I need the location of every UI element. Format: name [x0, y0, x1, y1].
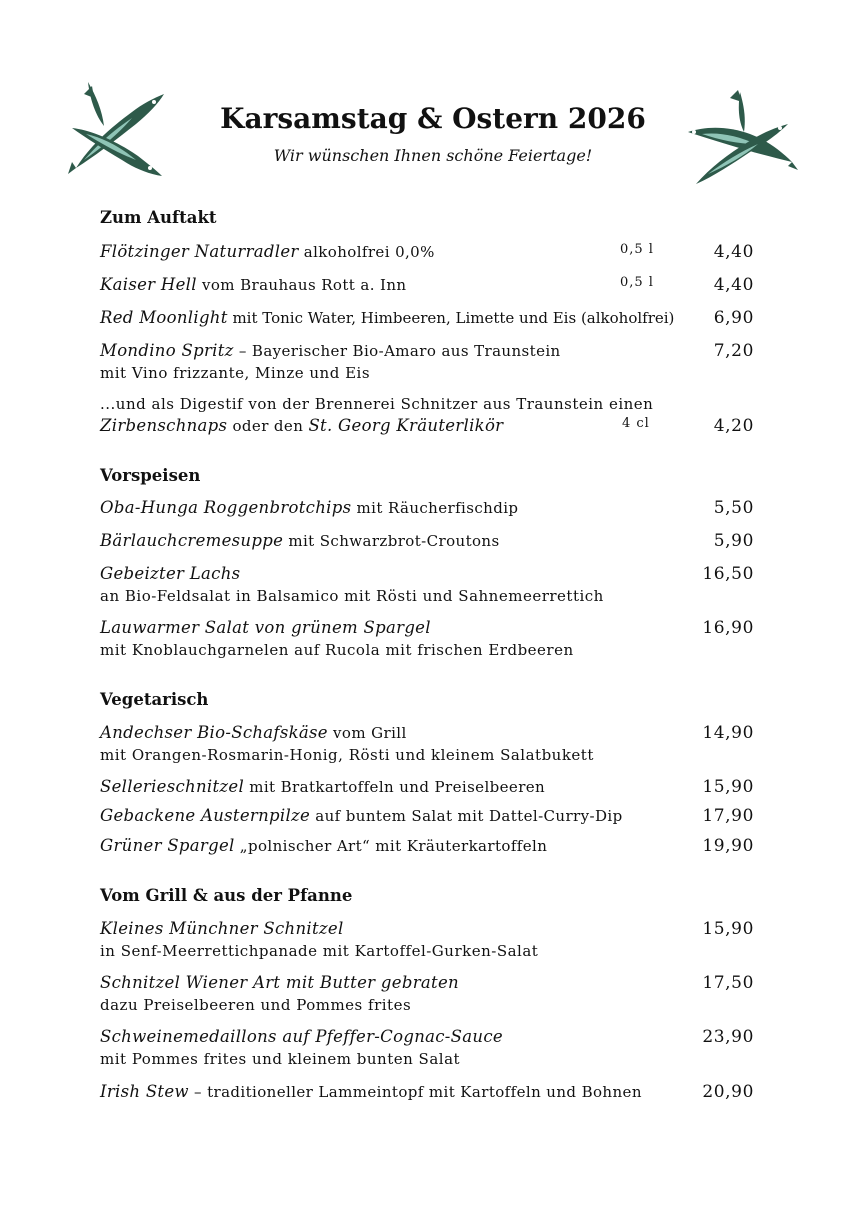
item-intro [100, 395, 754, 417]
item-detail [100, 746, 754, 768]
item-quantity: 0,5 l [620, 275, 654, 290]
menu-item [100, 723, 754, 745]
item-description: mit Bratkartoffeln und Preiselbeeren [244, 778, 546, 796]
menu-item [100, 275, 754, 297]
item-name: Flötzinger Naturradler [100, 242, 299, 261]
item-name: Schnitzel Wiener Art mit Butter gebraten [100, 973, 459, 992]
item-description: oder den [227, 417, 309, 435]
item-price: 6,90 [713, 308, 754, 328]
item-price: 14,90 [702, 723, 754, 743]
menu-item [100, 836, 754, 858]
item-price: 5,90 [713, 531, 754, 551]
menu-item [100, 564, 754, 586]
item-name: Zirbenschnaps [100, 416, 228, 435]
menu-item [100, 919, 754, 941]
item-name: Red Moonlight [100, 308, 228, 327]
item-detail [100, 364, 754, 386]
item-name: Kaiser Hell [100, 275, 197, 294]
menu-item [100, 973, 754, 995]
item-name: Lauwarmer Salat von grünem Spargel [100, 618, 431, 637]
menu-item [100, 242, 754, 264]
item-price: 23,90 [702, 1027, 754, 1047]
item-quantity: 0,5 l [620, 242, 654, 257]
item-name: Irish Stew [100, 1082, 189, 1101]
item-name: Mondino Spritz [100, 341, 234, 360]
item-price: 4,40 [713, 242, 754, 262]
item-detail [100, 996, 754, 1018]
item-detail-text: mit Vino frizzante, Minze und Eis [100, 364, 371, 382]
section-title: Vegetarisch [100, 690, 209, 709]
item-price: 17,50 [702, 973, 754, 993]
menu-item [100, 777, 754, 799]
item-price: 4,20 [713, 416, 754, 436]
item-detail [100, 587, 754, 609]
item-price: 16,50 [702, 564, 754, 584]
page-subtitle: Wir wünschen Ihnen schöne Feiertage! [273, 146, 593, 165]
item-description: auf buntem Salat mit Dattel-Curry-Dip [310, 807, 623, 825]
menu-item [100, 1082, 754, 1104]
item-name: Gebackene Austernpilze [100, 806, 311, 825]
menu-item [100, 498, 754, 520]
item-name: Kleines Münchner Schnitzel [100, 919, 344, 938]
item-detail-text: in Senf-Meerrettichpanade mit Kartoffel-Gurken-Salat [100, 942, 539, 960]
item-price: 15,90 [702, 777, 754, 797]
item-description: alkoholfrei 0,0% [298, 243, 435, 261]
item-name: Grüner Spargel [100, 836, 235, 855]
item-price: 17,90 [702, 806, 754, 826]
section-title: Vom Grill & aus der Pfanne [100, 886, 353, 905]
item-description: „polnischer Art“ mit Kräuterkartoffeln [234, 837, 548, 855]
item-name-secondary: St. Georg Kräuterlikör [308, 416, 504, 435]
item-name: Gebeizter Lachs [100, 564, 241, 583]
item-price: 20,90 [702, 1082, 754, 1102]
menu-item [100, 416, 754, 438]
item-detail [100, 942, 754, 964]
item-description: mit Räucherfischdip [351, 499, 519, 517]
item-detail-text: mit Orangen-Rosmarin-Honig, Rösti und kleinem Salatbukett [100, 746, 594, 764]
item-intro-text: ...und als Digestif von der Brennerei Schnitzer aus Traunstein einen [100, 395, 654, 413]
item-detail-text: dazu Preiselbeeren und Pommes frites [100, 996, 412, 1014]
item-description: vom Grill [327, 724, 407, 742]
menu-item [100, 806, 754, 828]
item-price: 5,50 [713, 498, 754, 518]
section-title: Zum Auftakt [100, 208, 217, 227]
item-quantity: 4 cl [622, 416, 650, 431]
item-description: vom Brauhaus Rott a. Inn [196, 276, 407, 294]
item-description: – traditioneller Lammeintopf mit Kartoffeln und Bohnen [188, 1083, 642, 1101]
item-detail-text: an Bio-Feldsalat in Balsamico mit Rösti und Sahnemeerrettich [100, 587, 604, 605]
item-description: mit Schwarzbrot-Croutons [283, 532, 500, 550]
item-name: Bärlauchcremesuppe [100, 531, 284, 550]
item-description: mit Tonic Water, Himbeeren, Limette und Eis (alkoholfrei) [227, 309, 675, 327]
item-name: Schweinemedaillons auf Pfeffer-Cognac-Sauce [100, 1027, 503, 1046]
item-name: Sellerieschnitzel [100, 777, 245, 796]
menu-item [100, 308, 754, 330]
item-price: 16,90 [702, 618, 754, 638]
menu-item [100, 341, 754, 363]
page-title: Karsamstag & Ostern 2026 [220, 102, 646, 135]
item-price: 7,20 [713, 341, 754, 361]
menu-item [100, 531, 754, 553]
item-detail [100, 1050, 754, 1072]
item-detail-text: mit Pommes frites und kleinem bunten Salat [100, 1050, 461, 1068]
item-detail-text: mit Knoblauchgarnelen auf Rucola mit frischen Erdbeeren [100, 641, 574, 659]
item-detail [100, 641, 754, 663]
item-price: 15,90 [702, 919, 754, 939]
item-price: 19,90 [702, 836, 754, 856]
item-name: Andechser Bio-Schafskäse [100, 723, 328, 742]
item-description: – Bayerischer Bio-Amaro aus Traunstein [233, 342, 561, 360]
item-price: 4,40 [713, 275, 754, 295]
item-name: Oba-Hunga Roggenbrotchips [100, 498, 352, 517]
menu-item [100, 618, 754, 640]
menu-item [100, 1027, 754, 1049]
section-title: Vorspeisen [100, 466, 201, 485]
